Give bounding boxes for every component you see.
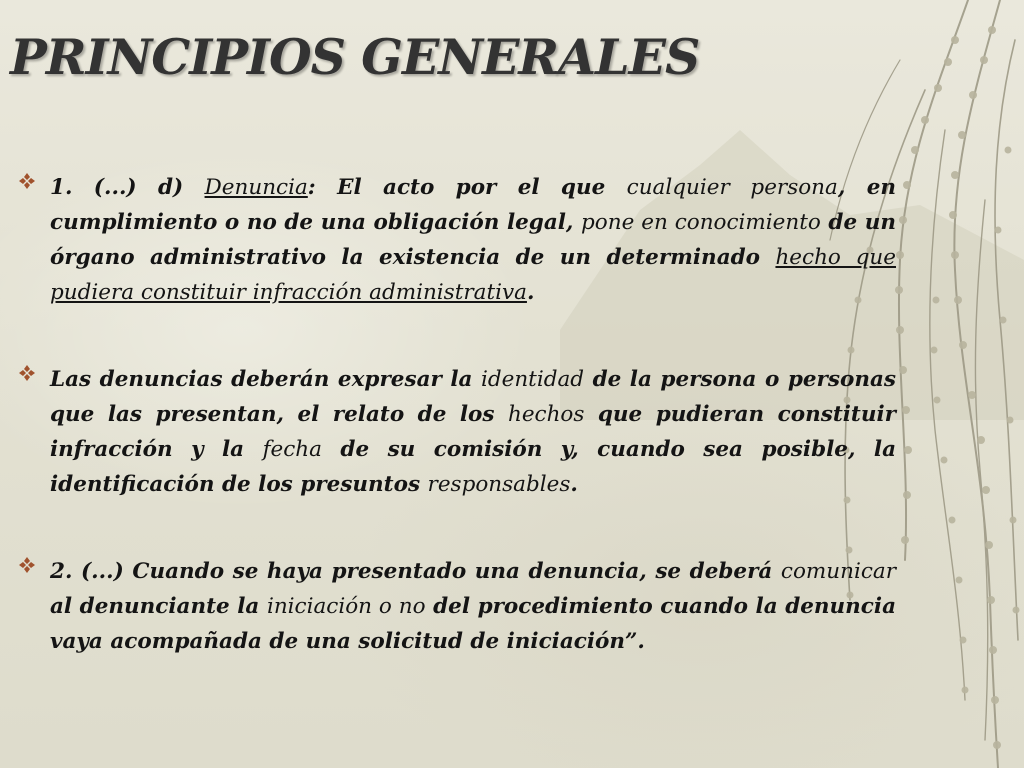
diamond-bullet-icon: [18, 172, 36, 190]
bullet-text: Las denuncias deberán expresar la: [50, 367, 481, 392]
bullet-text: 2. (...) Cuando se haya presentado una denuncia, se deberá: [50, 559, 781, 584]
bullet-text: que pudieran constituir infracción y la: [50, 402, 896, 462]
bullet-text: hecho que pudiera constituir infracción administrativa: [50, 245, 896, 305]
bullet-item: [50, 554, 896, 659]
bullet-text: cualquier persona: [626, 175, 838, 200]
bullet-text: : El acto por el que: [307, 175, 627, 200]
diamond-bullet-icon: [18, 364, 36, 382]
bullet-text: hechos: [507, 402, 585, 427]
bullet-text: .: [570, 472, 578, 497]
diamond-bullet-icon: [18, 556, 36, 574]
bullet-text: identidad: [480, 367, 585, 392]
bullet-text: .: [526, 280, 535, 305]
bullet-text: de su comisión y, cuando sea posible, la identificación de los presuntos: [50, 437, 896, 497]
bullet-text: fecha: [262, 437, 322, 462]
bullet-list: [50, 170, 896, 711]
bullet-text: 1. (...) d): [50, 175, 205, 200]
bullet-text: comunicar: [780, 559, 896, 584]
slide-title: PRINCIPIOS GENERALES: [10, 28, 700, 86]
bullet-text: al denunciante la: [50, 594, 267, 619]
bullet-text: pone en conocimiento: [581, 210, 821, 235]
bullet-item: [50, 170, 896, 310]
bullet-text: del procedimiento cuando la denuncia vaya acompañada de una solicitud de iniciación”.: [50, 594, 896, 654]
bullet-item: [50, 362, 896, 502]
bullet-text: de la persona o personas que las presentan, el relato de los: [50, 367, 896, 427]
bullet-text: de un órgano administrativo la existencia de un determinado: [50, 210, 896, 270]
bullet-text: responsables: [427, 472, 571, 497]
bullet-text: Denuncia: [204, 175, 308, 200]
bullet-text: iniciación o no: [266, 594, 426, 619]
bullet-text: , en cumplimiento o no de una obligación legal,: [50, 175, 897, 235]
